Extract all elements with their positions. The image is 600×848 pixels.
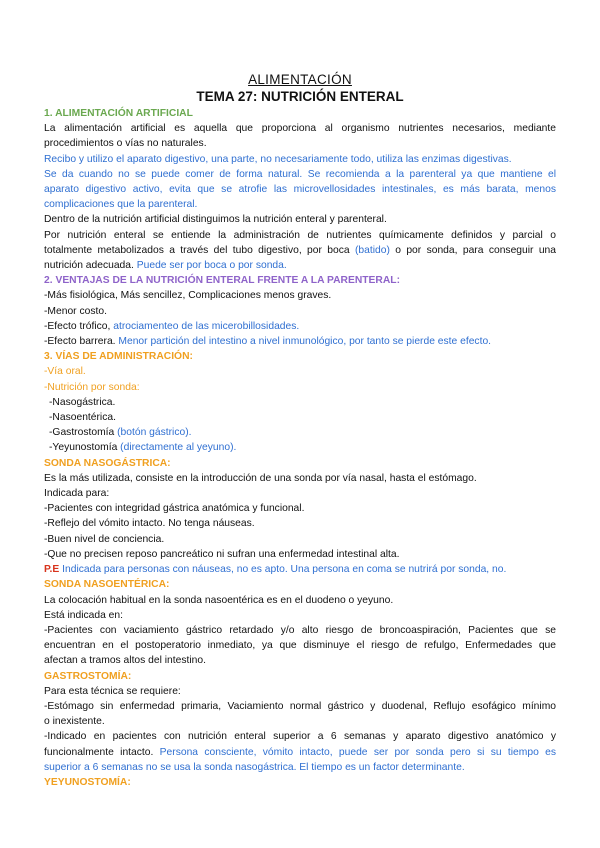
paragraph-line: Está indicada en: bbox=[44, 609, 123, 621]
list-item: afectan a tramos altos del intestino. bbox=[44, 655, 206, 667]
paragraph-line: La alimentación artificial es aquella que proporciona al organismo nutrientes necesarios, mediante bbox=[44, 123, 556, 135]
list-item: -Pacientes con integridad gástrica anatómica y funcional. bbox=[44, 503, 305, 515]
paragraph-line: Por nutrición enteral se entiende la administración de nutrientes químicamente definidos y parcial o bbox=[44, 229, 556, 241]
nasoenteric-heading: SONDA NASOENTÉRICA: bbox=[44, 579, 170, 591]
list-item: -Nasoentérica. bbox=[49, 412, 116, 424]
nasogastric-heading: SONDA NASOGÁSTRICA: bbox=[44, 457, 171, 469]
document-subtitle: TEMA 27: NUTRICIÓN ENTERAL bbox=[196, 89, 404, 104]
list-item: -Efecto trófico, atrociamenteo de las micerobillosidades. bbox=[44, 320, 300, 332]
list-item: -Nutrición por sonda: bbox=[44, 381, 140, 393]
list-item: -Pacientes con vaciamiento gástrico retardado y/o alto riesgo de broncoaspiración, Pacientes que se bbox=[44, 624, 556, 636]
section-3-heading: 3. VÍAS DE ADMINISTRACIÓN: bbox=[44, 351, 193, 363]
list-item: o inexistente. bbox=[44, 716, 105, 728]
paragraph-line: nutrición adecuada. Puede ser por boca o por sonda. bbox=[44, 260, 287, 272]
example-note: P.E Indicada para personas con náuseas, no es apto. Una persona en coma se nutrirá por sonda, no. bbox=[44, 564, 507, 576]
paragraph-line: Dentro de la nutrición artificial distinguimos la nutrición enteral y parenteral. bbox=[44, 214, 387, 226]
section-2-heading: 2. VENTAJAS DE LA NUTRICIÓN ENTERAL FRENTE A LA PARENTERAL: bbox=[44, 275, 401, 287]
paragraph-line: Para esta técnica se requiere: bbox=[44, 685, 181, 697]
list-item: funcionalmente intacto. Persona consciente, vómito intacto, puede ser por sonda pero si su tiempo es bbox=[44, 746, 556, 758]
paragraph-line: procedimientos o vías no naturales. bbox=[44, 138, 207, 150]
paragraph-line: La colocación habitual en la sonda nasoentérica es en el duodeno o yeyuno. bbox=[44, 594, 394, 606]
jejunostomy-heading: YEYUNOSTOMÍA: bbox=[44, 776, 131, 788]
list-item: -Yeyunostomía (directamente al yeyuno). bbox=[49, 442, 237, 454]
paragraph-line: Es la más utilizada, consiste en la introducción de una sonda por vía nasal, hasta el estómago. bbox=[44, 472, 477, 484]
gastrostomy-heading: GASTROSTOMÍA: bbox=[44, 670, 132, 682]
list-item: -Reflejo del vómito intacto. No tenga náuseas. bbox=[44, 518, 255, 530]
paragraph-line: totalmente metabolizados a través del tubo digestivo, por boca (batido) o por sonda, para conseguir una bbox=[44, 244, 557, 256]
note-line: superior a 6 semanas no se usa la sonda nasogástrica. El tiempo es un factor determinante. bbox=[44, 761, 465, 773]
note-line: aparato digestivo activo, evita que se atrofie las microvellosidades intestinales, es más barata, menos bbox=[44, 184, 556, 196]
list-item: -Gastrostomía (botón gástrico). bbox=[49, 427, 192, 439]
list-item: -Más fisiológica, Más sencillez, Complicaciones menos graves. bbox=[44, 290, 332, 302]
note-line: Se da cuando no se puede comer de forma natural. Se recomienda a la parenteral ya que mantiene el bbox=[44, 168, 556, 180]
paragraph-line: Indicada para: bbox=[44, 488, 110, 500]
list-item: -Vía oral. bbox=[44, 366, 86, 378]
list-item: -Nasogástrica. bbox=[49, 396, 116, 408]
list-item: -Indicado en pacientes con nutrición enteral superior a 6 semanas y aparato digestivo anatómico y bbox=[44, 731, 556, 743]
section-1-heading: 1. ALIMENTACIÓN ARTIFICIAL bbox=[44, 108, 193, 119]
list-item: encuentran en el postoperatorio inmediato, ya que disminuye el riesgo de refulgo, Enfermedades que bbox=[44, 640, 556, 652]
list-item: -Estómago sin enfermedad primaria, Vaciamiento normal gástrico y duodenal, Reflujo esofágico mínimo bbox=[44, 700, 556, 712]
list-item: -Que no precisen reposo pancreático ni sufran una enfermedad intestinal alta. bbox=[44, 548, 400, 560]
list-item: -Menor costo. bbox=[44, 305, 107, 317]
note-line: Recibo y utilizo el aparato digestivo, una parte, no necesariamente todo, utiliza las enzimas digestivas. bbox=[44, 153, 512, 165]
list-item: -Buen nivel de conciencia. bbox=[44, 533, 165, 545]
note-line: complicaciones que la parenteral. bbox=[44, 199, 198, 211]
document-title: ALIMENTACIÓN bbox=[248, 72, 352, 87]
list-item: -Efecto barrera. Menor partición del intestino a nivel inmunológico, por tanto se pierde este efecto. bbox=[44, 336, 492, 348]
